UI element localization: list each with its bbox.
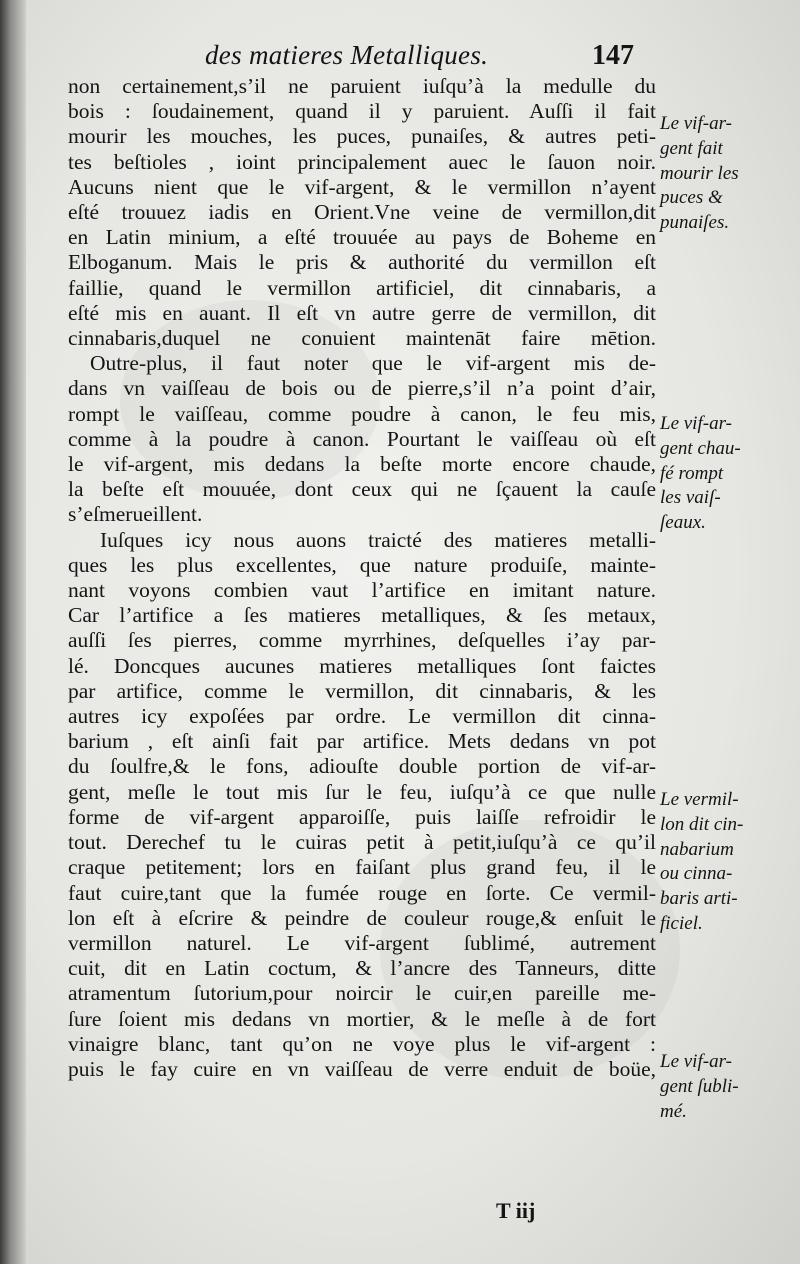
margin-note-line: ou cinna- (660, 863, 733, 885)
text-line: atramentum ſutorium,pour noircir le cuir,en pareille me- (68, 981, 656, 1006)
text-line: s’eſmerueillent. (68, 502, 203, 527)
margin-note-line: baris arti- (660, 888, 738, 910)
text-line: lé. Doncques aucunes matieres metalliques ſont faictes (68, 653, 656, 678)
margin-note-line: Le vif-ar- (660, 113, 732, 134)
text-line: comme à la poudre à canon. Pourtant le vaiſſeau où eſt (68, 426, 656, 451)
running-head: des matieres Metalliques. (205, 40, 489, 70)
margin-note-line: Le vif-ar- (660, 1051, 732, 1072)
text-line: tout. Derechef tu le cuiras petit à petit,iuſqu’à ce qu’il (68, 830, 656, 855)
text-line: puis le fay cuire en vn vaiſſeau de verre enduit de boüe, (68, 1056, 656, 1081)
signature-mark: T iij (496, 1198, 536, 1223)
margin-note-quicksilver-kills-insects (660, 112, 795, 236)
text-line: ſure ſoient mis dedans vn mortier, & le meſle à de fort (68, 1006, 656, 1031)
text-line: faut cuire,tant que la fumée rouge en ſorte. Ce vermil- (68, 880, 656, 905)
text-line: le vif-argent, mis dedans la beſte morte encore chaude, (68, 452, 656, 477)
text-line: Aucuns nient que le vif-argent, & le vermillon n’ayent (68, 174, 656, 199)
margin-note-line: nabarium (660, 838, 734, 860)
margin-note-line: gent chau- (660, 437, 741, 459)
text-line: gent, meſle le tout mis ſur le feu, iuſqu’à ce que nulle (68, 779, 656, 804)
margin-note-sublimated-quicksilver (660, 1050, 795, 1124)
text-line: du ſoulfre,& le fons, adiouſte double portion de vif-ar- (68, 754, 656, 779)
text-line: cuit, dit en Latin coctum, & l’ancre des Tanneurs, ditte (68, 956, 656, 981)
text-line: en Latin minium, a eſté trouuée au pays de Boheme en (68, 225, 656, 250)
text-line: Iuſques icy nous auons traicté des matieres metalli- (100, 527, 656, 552)
text-line: vermillon naturel. Le vif-argent ſublimé, autrement (68, 930, 656, 955)
margin-note-line: fé rompt (660, 462, 724, 484)
margin-note-line: Le vermil- (660, 789, 739, 810)
text-line: Outre-plus, il faut noter que le vif-argent mis de- (90, 351, 656, 376)
margin-note-line: mé. (660, 1100, 687, 1122)
text-line: non certainement,s’il ne paruient iuſqu’à la medulle du (68, 74, 656, 98)
text-line: Elboganum. Mais le pris & authorité du vermillon eſt (68, 250, 656, 275)
margin-note-line: ſeaux. (660, 512, 706, 534)
text-line: ques les plus excellentes, que nature produiſe, mainte- (68, 552, 656, 577)
text-line: lon eſt à eſcrire & peindre de couleur rouge,& enſuit le (68, 905, 656, 930)
text-line: par artifice, comme le vermillon, dit cinnabaris, & les (68, 678, 656, 703)
text-line: autres icy expoſées par ordre. Le vermillon dit cinna- (68, 704, 656, 729)
text-line: la beſte eſt mouuée, dont ceux qui ne ſçauent la cauſe (68, 477, 656, 502)
text-line: tes beſtioles , ioint principalement auec le ſauon noir. (68, 149, 656, 174)
text-line: eſté trouuez iadis en Orient.Vne veine de vermillon,dit (68, 200, 656, 225)
text-line: rompt le vaiſſeau, comme poudre à canon, le feu mis, (68, 401, 656, 426)
text-line: Car l’artifice a ſes matieres metalliques, & ſes metaux, (68, 603, 656, 628)
text-line: eſté mis en auant. Il eſt vn autre gerre de vermillon, dit (68, 300, 656, 325)
text-line: vinaigre blanc, tant qu’on ne voye plus le vif-argent : (68, 1031, 656, 1056)
margin-note-line: les vaiſ- (660, 487, 721, 509)
margin-note-line: gent ſubli- (660, 1075, 739, 1097)
text-line: faillie, quand le vermillon artificiel, dit cinnabaris, a (68, 275, 656, 300)
text-line: auſſi ſes pierres, comme myrrhines, deſquelles i’ay par- (68, 628, 656, 653)
text-line: bois : ſoudainement, quand il y paruient. Auſſi il fait (68, 99, 656, 124)
margin-note-line: puces & (660, 187, 723, 209)
binding-gutter-shadow (0, 0, 26, 1264)
text-line: cinnabaris,duquel ne conuient maintenāt faire mētion. (68, 326, 656, 351)
text-line: craque petitement; lors en faiſant plus grand feu, il le (68, 855, 656, 880)
margin-note-line: mourir les (660, 162, 739, 184)
margin-note-line: lon dit cin- (660, 813, 744, 835)
main-text-block (68, 74, 656, 1082)
margin-note-line: punaiſes. (660, 212, 730, 234)
text-line: barium , eſt ainſi fait par artifice. Mets dedans vn pot (68, 729, 656, 754)
text-line: dans vn vaiſſeau de bois ou de pierre,s’il n’a point d’air, (68, 376, 656, 401)
margin-note-line: gent fait (660, 137, 723, 159)
page-number: 147 (592, 40, 634, 71)
text-line: nant voyons combien vaut l’artifice en imitant nature. (68, 578, 656, 603)
margin-note-artificial-cinnabar (660, 788, 795, 937)
text-line: forme de vif-argent apparoiſſe, puis laiſſe refroidir le (68, 804, 656, 829)
margin-note-line: ficiel. (660, 912, 703, 934)
text-line: mourir les mouches, les puces, punaiſes, & autres peti- (68, 124, 656, 149)
margin-note-heated-quicksilver (660, 412, 795, 536)
margin-note-line: Le vif-ar- (660, 413, 732, 434)
